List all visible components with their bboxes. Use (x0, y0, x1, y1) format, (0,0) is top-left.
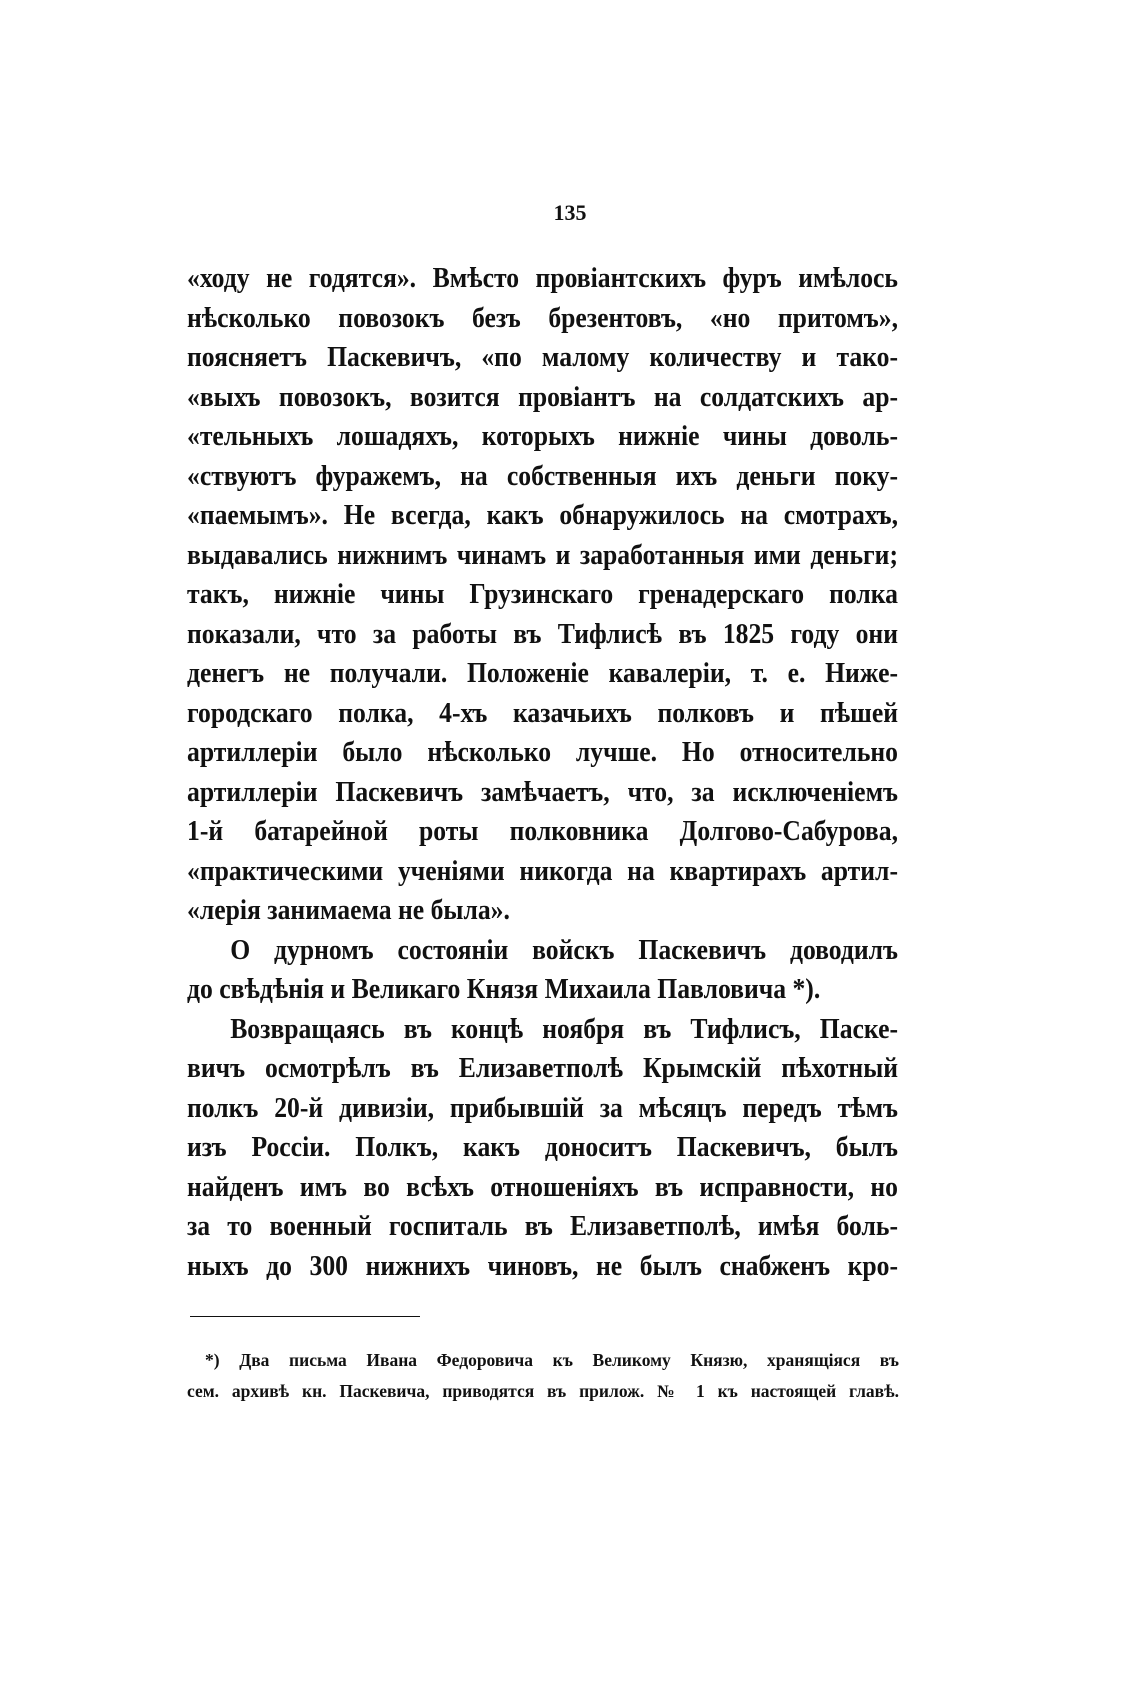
text-line: полкъ 20-й дивизіи, прибывшій за мѣсяцъ передъ тѣмъ (187, 1092, 898, 1124)
footnote (187, 1345, 899, 1407)
text-line: показали, что за работы въ Тифлисѣ въ 1825 году они (187, 618, 898, 650)
text-line: «лерія занимаема не была». (187, 895, 510, 926)
text-line: артиллеріи Паскевичъ замѣчаетъ, что, за исключеніемъ (187, 776, 898, 808)
footnote-line: сем. архивѣ кн. Паскевича, приводятся въ прилож. № 1 къ настоящей главѣ. (187, 1381, 899, 1401)
text-line: найденъ имъ во всѣхъ отношеніяхъ въ исправности, но (187, 1171, 898, 1203)
text-line: выдавались нижнимъ чинамъ и заработанныя ими деньги; (187, 539, 898, 571)
text-line: «паемымъ». Не всегда, какъ обнаружилось на смотрахъ, (187, 500, 898, 531)
page-number: 135 (553, 200, 587, 225)
text-line: артиллеріи было нѣсколько лучше. Но относительно (187, 737, 898, 768)
text-line: Возвращаясь въ концѣ ноября въ Тифлисъ, Паске- (230, 1013, 898, 1045)
text-line: нѣсколько повозокъ безъ брезентовъ, «но притомъ», (187, 302, 898, 334)
body-text (187, 259, 899, 1286)
text-line: О дурномъ состояніи войскъ Паскевичъ доводилъ (230, 934, 898, 966)
text-line: за то военный госпиталь въ Елизаветполѣ, имѣя боль- (187, 1211, 898, 1242)
text-line: «выхъ повозокъ, возится провіантъ на солдатскихъ ар- (187, 381, 898, 413)
text-line: 1-й батарейной роты полковника Долгово-Сабурова, (187, 816, 898, 847)
text-line: городскаго полка, 4-хъ казачьихъ полковъ и пѣшей (187, 697, 898, 729)
text-line: до свѣдѣнія и Великаго Князя Михаила Павловича *). (187, 974, 821, 1005)
text-line: «тельныхъ лошадяхъ, которыхъ нижніе чины доволь- (187, 421, 898, 452)
text-line: ныхъ до 300 нижнихъ чиновъ, не былъ снабженъ кро- (187, 1250, 898, 1282)
text-line: «ходу не годятся». Вмѣсто провіантскихъ фуръ имѣлось (187, 263, 898, 294)
text-line: «ствуютъ фуражемъ, на собственныя ихъ деньги поку- (187, 460, 898, 492)
text-line: поясняетъ Паскевичъ, «по малому количеству и тако- (187, 342, 898, 373)
text-line: денегъ не получали. Положеніе кавалеріи, т. е. Ниже- (187, 658, 898, 689)
footnote-divider (190, 1316, 420, 1317)
text-line: «практическими ученіями никогда на квартирахъ артил- (187, 855, 898, 887)
text-line: изъ Россіи. Полкъ, какъ доноситъ Паскевичъ, былъ (187, 1132, 898, 1163)
footnote-line: *) Два письма Ивана Федоровича къ Великому Князю, хранящіяся въ (205, 1350, 899, 1370)
text-line: вичъ осмотрѣлъ въ Елизаветполѣ Крымскій пѣхотный (187, 1053, 898, 1084)
text-line: такъ, нижніе чины Грузинскаго гренадерскаго полка (187, 579, 898, 610)
